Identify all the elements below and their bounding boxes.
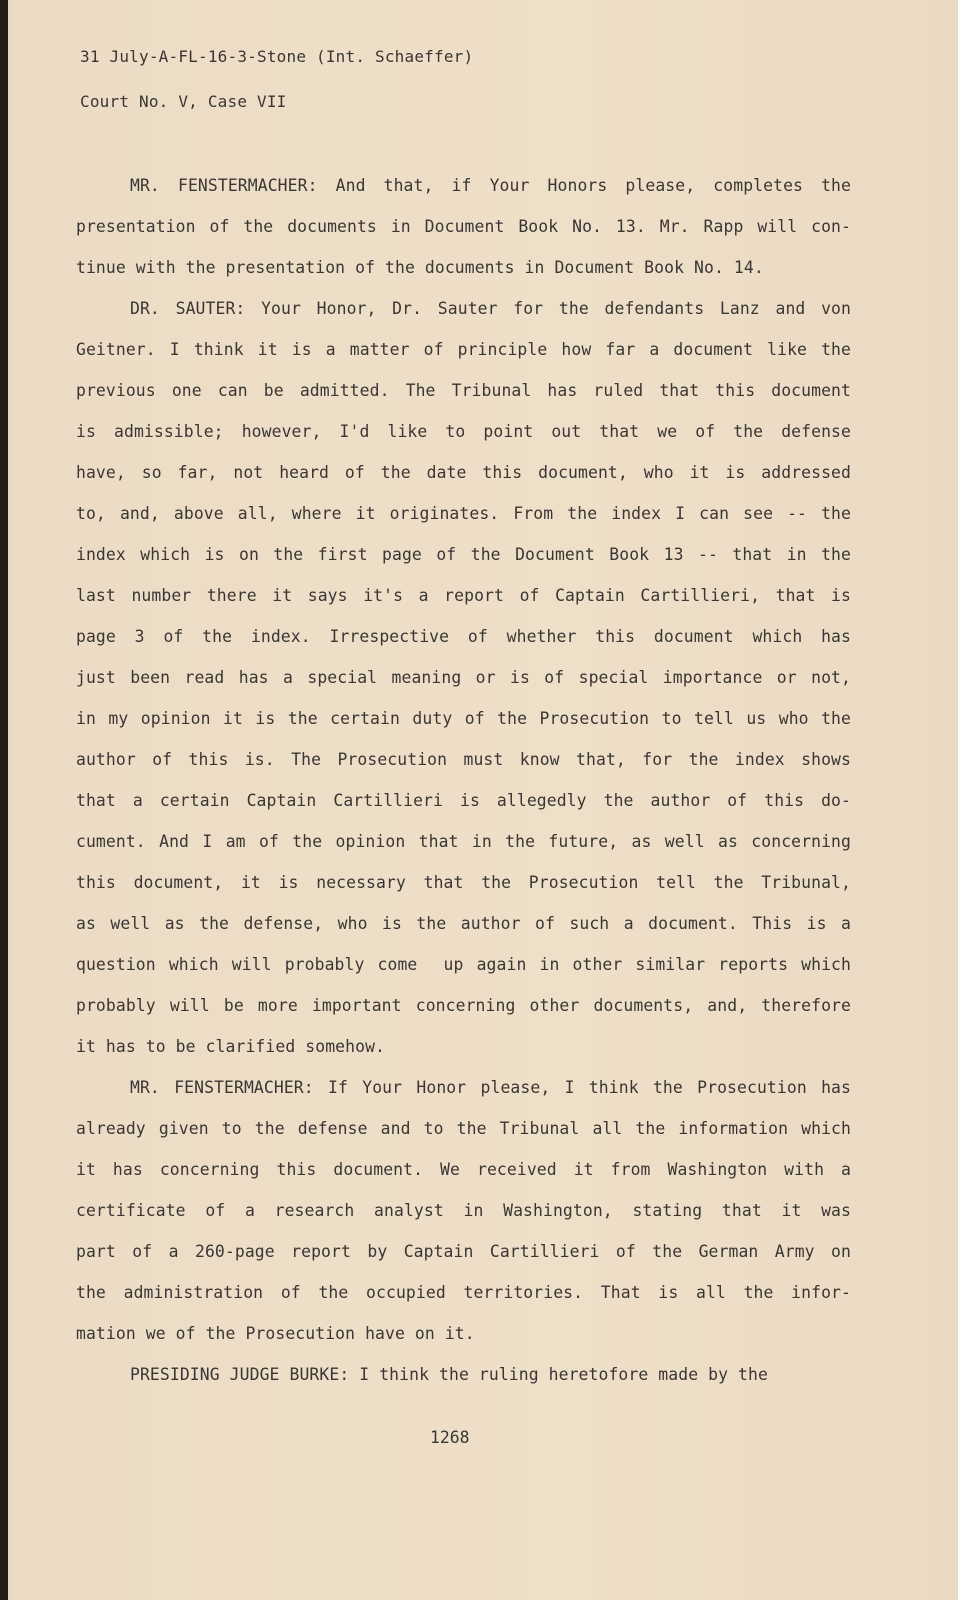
transcript-line: that a certain Captain Cartillieri is allegedly the author of this do- [76, 791, 851, 810]
header-court-line: Court No. V, Case VII [80, 92, 287, 111]
transcript-line: certificate of a research analyst in Washington, stating that it was [76, 1201, 851, 1220]
transcript-line: previous one can be admitted. The Tribunal has ruled that this document [76, 381, 851, 400]
transcript-line: MR. FENSTERMACHER: And that, if Your Honors please, completes the [130, 176, 851, 195]
transcript-line: just been read has a special meaning or is of special importance or not, [76, 668, 851, 687]
transcript-line: question which will probably come up again in other similar reports which [76, 955, 851, 974]
transcript-line: last number there it says it's a report of Captain Cartillieri, that is [76, 586, 851, 605]
transcript-line: to, and, above all, where it originates. From the index I can see -- the [76, 504, 851, 523]
transcript-line: presentation of the documents in Document Book No. 13. Mr. Rapp will con- [76, 217, 851, 236]
page-binding-edge [0, 0, 8, 1600]
transcript-line: probably will be more important concerning other documents, and, therefore [76, 996, 851, 1015]
transcript-line: already given to the defense and to the Tribunal all the information which [76, 1119, 851, 1138]
transcript-line: this document, it is necessary that the Prosecution tell the Tribunal, [76, 873, 851, 892]
transcript-line: is admissible; however, I'd like to point out that we of the defense [76, 422, 851, 441]
transcript-line: cument. And I am of the opinion that in the future, as well as concerning [76, 832, 851, 851]
page-number: 1268 [430, 1428, 470, 1447]
transcript-line: mation we of the Prosecution have on it. [76, 1324, 475, 1343]
transcript-line: the administration of the occupied territories. That is all the infor- [76, 1283, 851, 1302]
transcript-line: tinue with the presentation of the documents in Document Book No. 14. [76, 258, 764, 277]
transcript-line: Geitner. I think it is a matter of principle how far a document like the [76, 340, 851, 359]
transcript-line: page 3 of the index. Irrespective of whether this document which has [76, 627, 851, 646]
transcript-line: MR. FENSTERMACHER: If Your Honor please, I think the Prosecution has [130, 1078, 851, 1097]
transcript-line: it has to be clarified somehow. [76, 1037, 386, 1056]
transcript-line: in my opinion it is the certain duty of the Prosecution to tell us who the [76, 709, 851, 728]
header-session-line: 31 July-A-FL-16-3-Stone (Int. Schaeffer) [80, 47, 474, 66]
transcript-line: it has concerning this document. We received it from Washington with a [76, 1160, 851, 1179]
transcript-line: author of this is. The Prosecution must know that, for the index shows [76, 750, 851, 769]
transcript-line: DR. SAUTER: Your Honor, Dr. Sauter for the defendants Lanz and von [130, 299, 851, 318]
transcript-line: as well as the defense, who is the author of such a document. This is a [76, 914, 851, 933]
transcript-line: have, so far, not heard of the date this document, who it is addressed [76, 463, 851, 482]
transcript-line: index which is on the first page of the Document Book 13 -- that in the [76, 545, 851, 564]
transcript-line: PRESIDING JUDGE BURKE: I think the ruling heretofore made by the [130, 1365, 768, 1384]
transcript-line: part of a 260-page report by Captain Cartillieri of the German Army on [76, 1242, 851, 1261]
